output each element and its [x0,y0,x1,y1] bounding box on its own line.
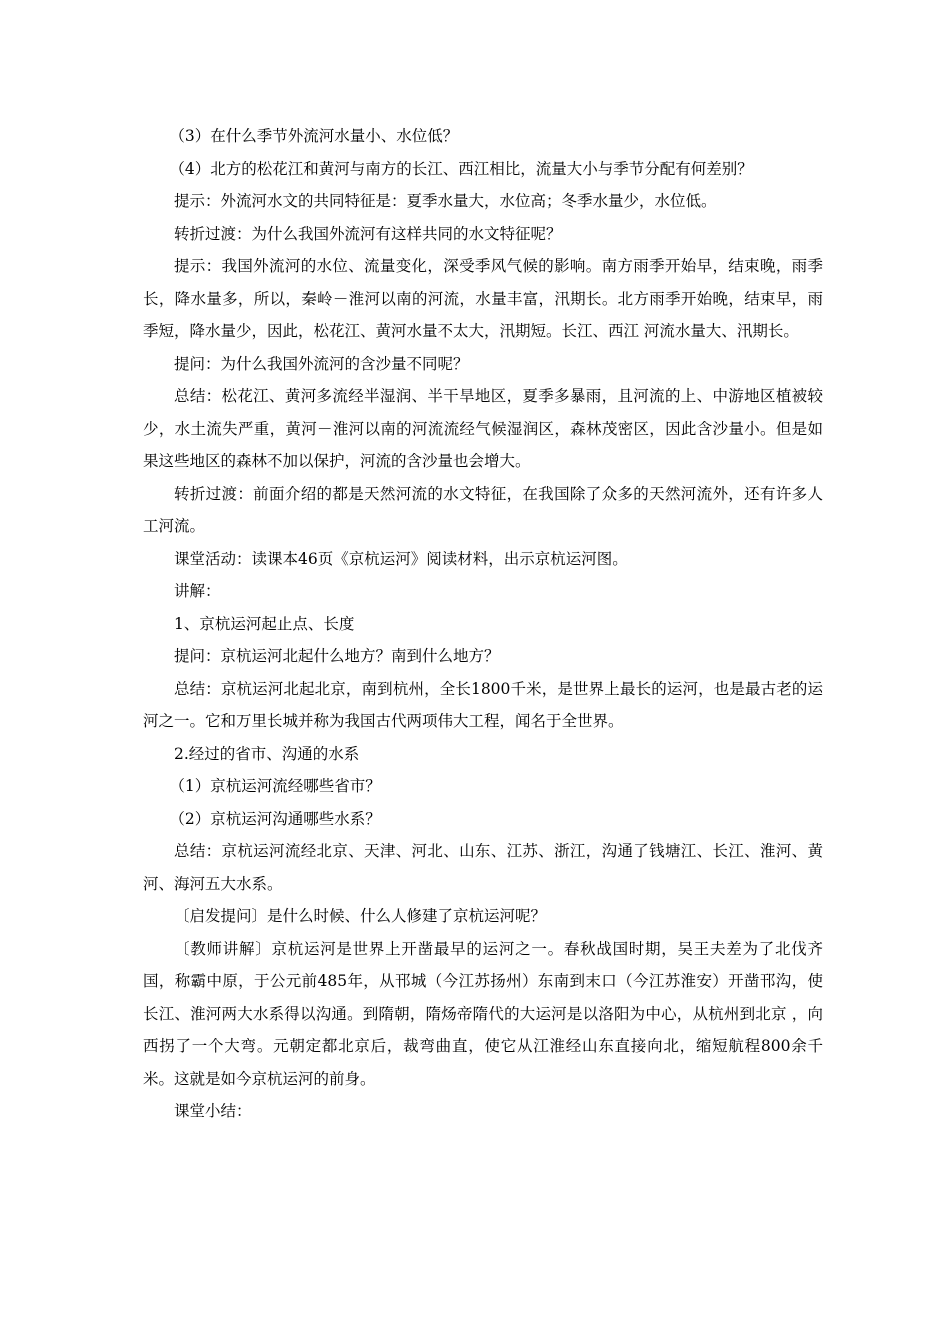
section-1-heading: 1、京杭运河起止点、长度 [174,614,355,633]
hint-monsoon-influence: 提示：我国外流河的水位、流量变化，深受季风气候的影响。南方雨季开始早，结束晚，雨季长，降水量多，所以，秦岭－淮河以南的河流，水量丰富，汛期长。北方雨季开始晚，结束早，雨季短，降水量少，因此，松花江、黄河水量不太大，汛期短。长江、西江 河流水量大、汛期长。 [143,257,823,340]
teacher-explanation-history: 〔教师讲解〕京杭运河是世界上开凿最早的运河之一。春秋战国时期，吴王夫差为了北伐齐国，称霸中原，于公元前485年，从邗城（今江苏扬州）东南到末口（今江苏淮安）开凿邗沟，使长江、淮河两大水系得以沟通。到隋朝，隋炀帝隋代的大运河是以洛阳为中心，从杭州到北京 ，向西拐了一个大弯。元朝定都北京后，裁弯曲直，使它从江淮经山东直接向北，缩短航程800余千米。这就是如今京杭运河的前身。 [143,939,823,1088]
class-summary-heading: 课堂小结： [174,1102,252,1120]
section-2-heading: 2.经过的省市、沟通的水系 [174,744,360,763]
document-body [143,120,823,1128]
transition-artificial-rivers: 转折过渡：前面介绍的都是天然河流的水文特征，在我国除了众多的天然河流外，还有许多人工河流。 [143,484,823,535]
class-activity: 课堂活动：读课本46页《京杭运河》阅读材料，出示京杭运河图。 [174,549,628,568]
question-provinces: （1）京杭运河流经哪些省市？ [169,777,381,795]
explanation-heading: 讲解： [174,582,221,600]
summary-canal-length: 总结：京杭运河北起北京，南到杭州，全长1800千米，是世界上最长的运河，也是最古老的运河之一。它和万里长城并称为我国古代两项伟大工程，闻名于全世界。 [143,679,823,730]
hint-common-features: 提示：外流河水文的共同特征是：夏季水量大，水位高；冬季水量少，水位低。 [174,192,717,210]
prompt-question-history: 〔启发提问〕是什么时候、什么人修建了京杭运河呢？ [174,907,547,925]
summary-sediment: 总结：松花江、黄河多流经半湿润、半干旱地区，夏季多暴雨，且河流的上、中游地区植被较少，水土流失严重，黄河－淮河以南的河流流经气候湿润区，森林茂密区，因此含沙量小。但是如果这些地区的森林不加以保护，河流的含沙量也会增大。 [143,387,823,470]
question-4: （4）北方的松花江和黄河与南方的长江、西江相比，流量大小与季节分配有何差别？ [169,159,753,178]
question-3: （3）在什么季节外流河水量小、水位低？ [169,127,459,145]
question-water-systems: （2）京杭运河沟通哪些水系？ [169,809,381,828]
summary-provinces-water-systems: 总结：京杭运河流经北京、天津、河北、山东、江苏、浙江，沟通了钱塘江、长江、淮河、黄河、海河五大水系。 [143,842,823,893]
question-canal-endpoints: 提问：京杭运河北起什么地方？南到什么地方？ [174,647,500,665]
transition-why-features: 转折过渡：为什么我国外流河有这样共同的水文特征呢？ [174,224,562,243]
question-sediment: 提问：为什么我国外流河的含沙量不同呢？ [174,354,469,373]
